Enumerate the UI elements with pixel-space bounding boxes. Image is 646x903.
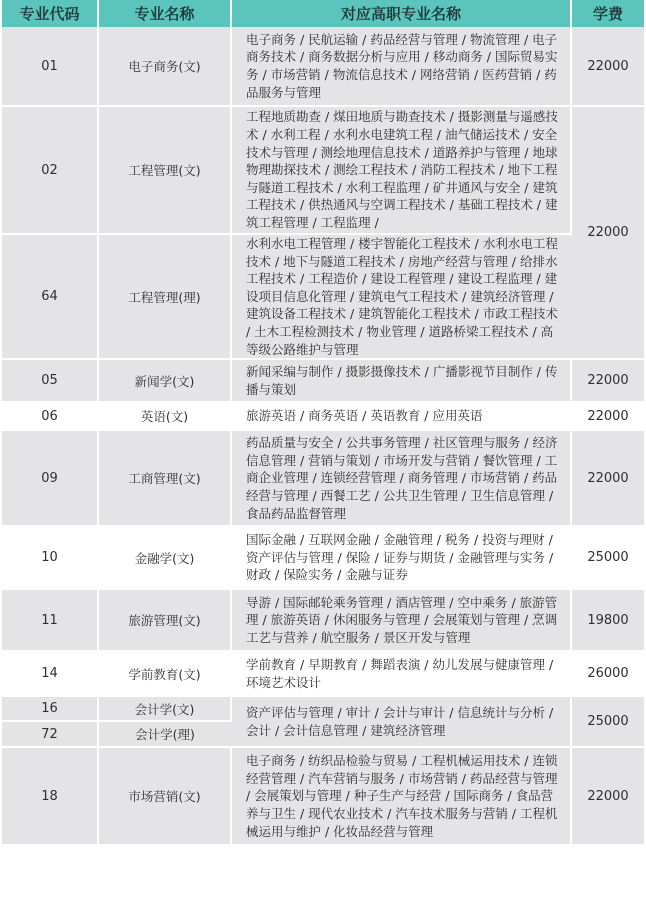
row-fee: 19800 [571,589,644,651]
row-majors: 药品质量与安全 / 公共事务管理 / 社区管理与服务 / 经济信息管理 / 营销与策划 / 市场开发与营销 / 餐饮管理 / 工商企业管理 / 连锁经营管理 / 商务管理 / 市场营销 / 药品经营与管理 / 西餐工艺 / 公共卫生管理 / 卫生信息管理 / 食品药品监督管理 [231,430,571,526]
header-code: 专业代码 [2,0,98,27]
row-name: 工程管理(文) [98,106,231,234]
row-code: 06 [2,402,98,430]
majors-fee-table [2,0,644,846]
row-majors-part2: 水利水电工程管理 / 楼宇智能化工程技术 / 水利水电工程技术 / 地下与隧道工程技术 / 房地产经营与管理 / 给排水工程技术 / 工程造价 / 建设工程管理 / 建设工程监理 / 建设项目信息化管理 / 建筑电气工程技术 / 建筑经济管理 / 建筑设备工程技术 / 建筑智能化工程技术 / 市政工程技术 / 土木工程检测技术 / 物业管理 / 道路桥梁工程技术 / 高等级公路维护与管理 [231,234,571,359]
row-name: 学前教育(文) [98,651,231,696]
table-row [2,234,644,359]
table-row [2,27,644,106]
row-name: 会计学(文) [98,696,231,721]
table-row [2,430,644,526]
row-name: 工商管理(文) [98,430,231,526]
row-name: 金融学(文) [98,526,231,589]
table-row [2,402,644,430]
header-name: 专业名称 [98,0,231,27]
row-code: 14 [2,651,98,696]
row-majors: 国际金融 / 互联网金融 / 金融管理 / 税务 / 投资与理财 / 资产评估与管理 / 保险 / 证券与期货 / 金融管理与实务 / 财政 / 保险实务 / 金融与证券 [231,526,571,589]
header-fee: 学费 [571,0,644,27]
row-name: 市场营销(文) [98,747,231,845]
row-code: 11 [2,589,98,651]
row-majors: 电子商务 / 民航运输 / 药品经营与管理 / 物流管理 / 电子商务技术 / 商务数据分析与应用 / 移动商务 / 国际贸易实务 / 市场营销 / 物流信息技术 / 网络营销 / 医药营销 / 药品服务与管理 [231,27,571,106]
row-fee: 25000 [571,526,644,589]
row-majors: 新闻采编与制作 / 摄影摄像技术 / 广播影视节目制作 / 传播与策划 [231,359,571,402]
row-majors-part1: 工程地质勘查 / 煤田地质与勘查技术 / 摄影测量与遥感技术 / 水利工程 / 水利水电建筑工程 / 油气储运技术 / 安全技术与管理 / 测绘地理信息技术 / 道路养护与管理 / 地球物理勘探技术 / 测绘工程技术 / 消防工程技术 / 地下工程与隧道工程技术 / 水利工程监理 / 矿井通风与安全 / 建筑工程技术 / 供热通风与空调工程技术 / 基础工程技术 / 建筑工程管理 / 工程监理 / [231,106,571,234]
table-row [2,359,644,402]
row-majors: 学前教育 / 早期教育 / 舞蹈表演 / 幼儿发展与健康管理 / 环境艺术设计 [231,651,571,696]
row-code: 16 [2,696,98,721]
row-fee: 26000 [571,651,644,696]
row-code: 64 [2,234,98,359]
row-code: 05 [2,359,98,402]
row-majors: 电子商务 / 纺织品检验与贸易 / 工程机械运用技术 / 连锁经营管理 / 汽车营销与服务 / 市场营销 / 药品经营与管理 / 会展策划与管理 / 种子生产与经营 / 国际商务 / 食品营养与卫生 / 现代农业技术 / 汽车技术服务与营销 / 工程机械运用与维护 / 化妆品经营与管理 [231,747,571,845]
row-code: 01 [2,27,98,106]
table-row [2,106,644,234]
row-majors: 导游 / 国际邮轮乘务管理 / 酒店管理 / 空中乘务 / 旅游管理 / 旅游英语 / 休闲服务与管理 / 会展策划与管理 / 烹调工艺与营养 / 航空服务 / 景区开发与管理 [231,589,571,651]
row-code: 09 [2,430,98,526]
table-row [2,696,644,721]
row-fee: 22000 [571,747,644,845]
row-code: 72 [2,721,98,747]
row-majors: 资产评估与管理 / 审计 / 会计与审计 / 信息统计与分析 / 会计 / 会计信息管理 / 建筑经济管理 [231,696,571,747]
table-row [2,589,644,651]
row-fee: 22000 [571,402,644,430]
table-row [2,651,644,696]
row-name: 新闻学(文) [98,359,231,402]
row-fee: 25000 [571,696,644,747]
row-name: 会计学(理) [98,721,231,747]
row-name: 英语(文) [98,402,231,430]
row-fee: 22000 [571,106,644,359]
table-row [2,526,644,589]
row-code: 18 [2,747,98,845]
row-fee: 22000 [571,430,644,526]
row-name: 电子商务(文) [98,27,231,106]
row-fee: 22000 [571,359,644,402]
row-name: 旅游管理(文) [98,589,231,651]
table-header-row [2,0,644,27]
row-fee: 22000 [571,27,644,106]
row-name: 工程管理(理) [98,234,231,359]
header-majors: 对应高职专业名称 [231,0,571,27]
row-code: 02 [2,106,98,234]
table-row [2,747,644,845]
row-majors: 旅游英语 / 商务英语 / 英语教育 / 应用英语 [231,402,571,430]
row-code: 10 [2,526,98,589]
